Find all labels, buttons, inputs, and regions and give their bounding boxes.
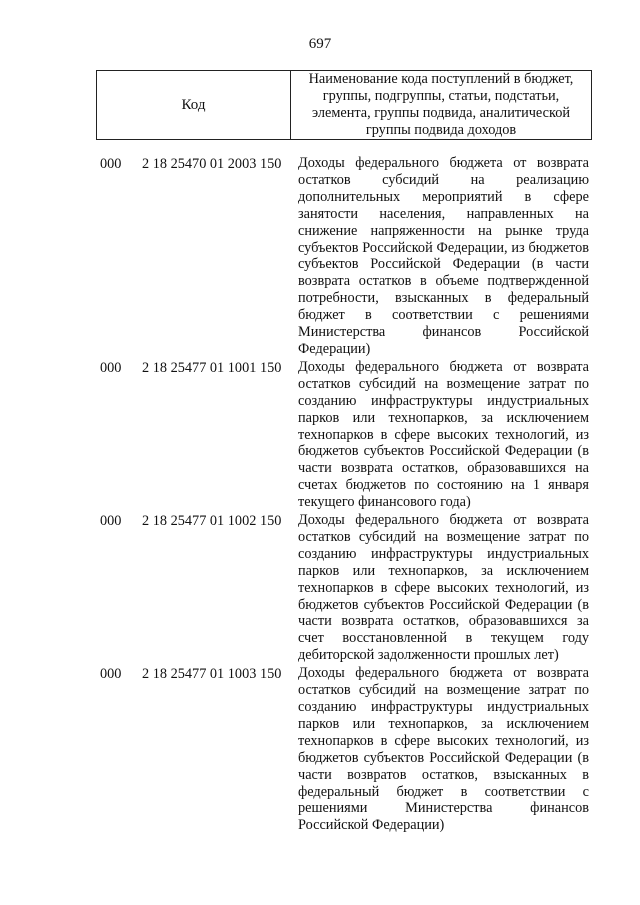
admin-code: 000 bbox=[100, 666, 122, 683]
table-row bbox=[0, 512, 640, 664]
revenue-description: Доходы федерального бюджета от возврата остатков субсидий на возмещение затрат по созданию инфраструктуры индустриальных парков или технопарков, за исключением технопарков в сфере высоких технологий, из бюджетов субъектов Российской Федерации (в части возврата остатков, образовавшихся на счетах бюджетов по состоянию на 1 января текущего финансового года) bbox=[298, 358, 589, 511]
admin-code: 000 bbox=[100, 359, 122, 376]
revenue-description: Доходы федерального бюджета от возврата остатков субсидий на реализацию дополнительных мероприятий в сфере занятости населения, направленных на снижение напряженности на рынке труда субъектов Российской Федерации, из бюджетов субъектов Российской Федерации (в части возврата остатков в объеме подтвержденной потребности, взысканных в федеральный бюджет в соответствии с решениями Министерства финансов Российской Федерации) bbox=[298, 155, 589, 357]
table-row bbox=[0, 359, 640, 511]
revenue-description: Доходы федерального бюджета от возврата остатков субсидий на возмещение затрат по созданию инфраструктуры индустриальных парков или технопарков, за исключением технопарков в сфере высоких технологий, из бюджетов субъектов Российской Федерации (в части возвратов остатков, взысканных в федеральный бюджет в соответствии с решениями Министерства финансов Российской Федерации) bbox=[298, 665, 589, 834]
revenue-code: 2 18 25477 01 1002 150 bbox=[142, 513, 282, 530]
revenue-code: 2 18 25477 01 1003 150 bbox=[142, 666, 282, 683]
table-row bbox=[0, 155, 640, 358]
header-code-column: Код bbox=[97, 71, 291, 139]
revenue-code: 2 18 25477 01 1001 150 bbox=[142, 359, 282, 376]
entries-list bbox=[0, 155, 640, 834]
revenue-code: 2 18 25470 01 2003 150 bbox=[142, 156, 282, 172]
header-name-column: Наименование кода поступлений в бюджет, группы, подгруппы, статьи, подстатьи, элемента, группы подвида, аналитической группы подвида доходов bbox=[308, 71, 574, 138]
page-number: 697 bbox=[308, 36, 332, 52]
admin-code: 000 bbox=[100, 513, 122, 530]
table-header bbox=[96, 70, 592, 140]
revenue-description: Доходы федерального бюджета от возврата остатков субсидий на возмещение затрат по созданию инфраструктуры индустриальных парков или технопарков, за исключением технопарков в сфере высоких технологий, из бюджетов субъектов Российской Федерации (в части возврата остатков, образовавшихся за счет восстановленной в текущем году дебиторской задолженности прошлых лет) bbox=[298, 512, 589, 664]
table-row bbox=[0, 665, 640, 834]
admin-code: 000 bbox=[100, 156, 122, 172]
